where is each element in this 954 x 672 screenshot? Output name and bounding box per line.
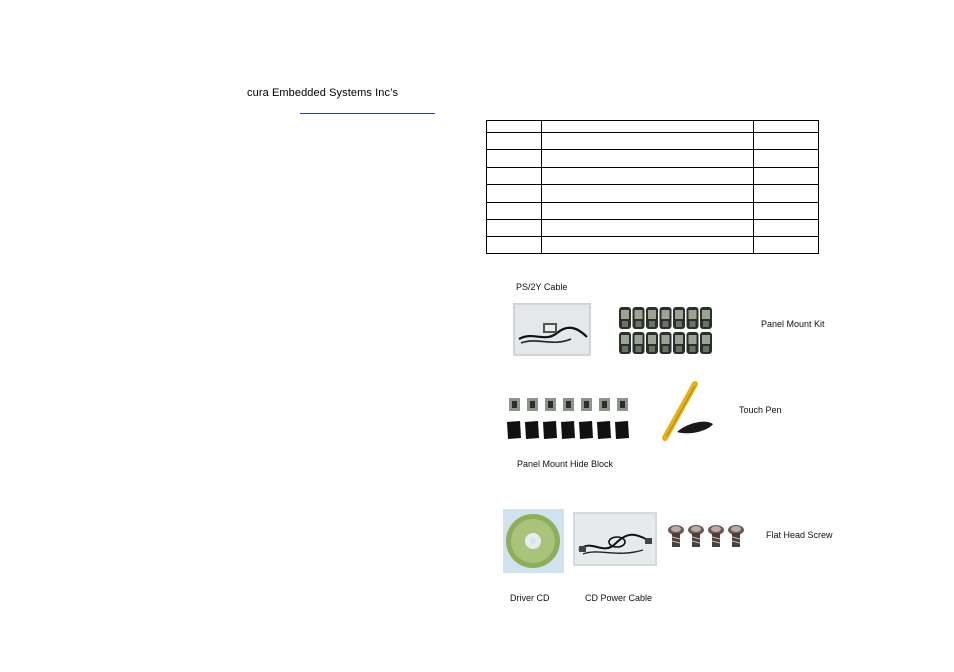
table-cell <box>487 185 542 203</box>
table-cell <box>487 220 542 237</box>
table-cell <box>754 133 819 150</box>
table-row <box>487 150 819 168</box>
table-cell <box>487 150 542 168</box>
flat-head-screw-caption: Flat Head Screw <box>766 530 833 540</box>
table-row <box>487 168 819 185</box>
panel-mount-kit-caption: Panel Mount Kit <box>761 319 825 329</box>
table-cell <box>754 220 819 237</box>
table-cell <box>487 237 542 254</box>
table-row <box>487 133 819 150</box>
panel-mount-kit-photo <box>617 305 715 357</box>
table-cell <box>541 237 753 254</box>
table-cell <box>541 121 753 133</box>
table-cell <box>754 203 819 220</box>
table-cell <box>487 168 542 185</box>
table-cell <box>541 150 753 168</box>
table-cell <box>754 237 819 254</box>
touch-pen-photo <box>655 380 719 442</box>
table-cell <box>541 168 753 185</box>
table-cell <box>754 150 819 168</box>
panel-mount-hide-block-caption: Panel Mount Hide Block <box>517 459 614 469</box>
table-cell <box>487 121 542 133</box>
table-cell <box>541 203 753 220</box>
touch-pen-caption: Touch Pen <box>739 405 782 415</box>
table-row <box>487 185 819 203</box>
table-cell <box>487 203 542 220</box>
table-row <box>487 121 819 133</box>
package-contents-table <box>486 120 819 254</box>
table-cell <box>754 185 819 203</box>
cd-power-cable-caption: CD Power Cable <box>585 593 653 603</box>
table-row <box>487 237 819 254</box>
driver-cd-caption: Driver CD <box>510 593 550 603</box>
table-cell <box>754 168 819 185</box>
table-cell <box>541 220 753 237</box>
table-cell <box>541 133 753 150</box>
hyperlink-underline[interactable] <box>300 113 435 114</box>
ps2y-cable-photo <box>513 303 591 356</box>
flat-head-screw-photo <box>664 524 748 554</box>
cd-power-cable-photo <box>573 512 657 566</box>
company-name: cura Embedded Systems Inc’s <box>247 87 399 99</box>
table-cell <box>541 185 753 203</box>
table-row <box>487 220 819 237</box>
table-row <box>487 203 819 220</box>
table-cell <box>487 133 542 150</box>
table-cell <box>754 121 819 133</box>
panel-mount-hide-block-photo <box>503 396 633 441</box>
ps2y-cable-caption: PS/2Y Cable <box>516 282 568 292</box>
driver-cd-photo <box>503 509 564 573</box>
